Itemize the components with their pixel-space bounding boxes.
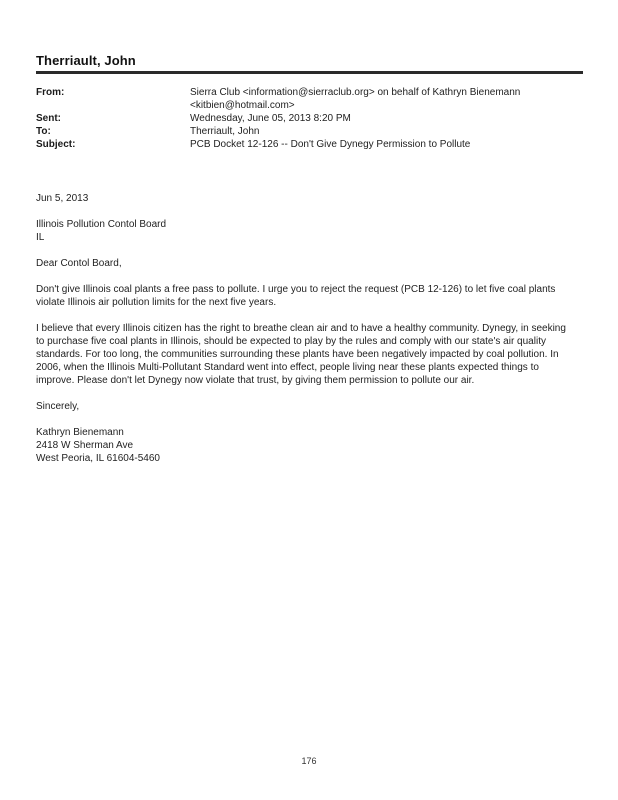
paragraph-line: improve. Please don't let Dynegy now violate that trust, by giving them permission to pollute our air.	[36, 375, 475, 386]
sent-label: Sent:	[36, 113, 61, 124]
signature-address-line: West Peoria, IL 61604-5460	[36, 453, 160, 464]
paragraph-line: 2006, when the Illinois Multi-Pollutant Standard went into effect, people living near these plants expected things to	[36, 362, 539, 373]
signature-address-line: 2418 W Sherman Ave	[36, 440, 134, 451]
subject-label: Subject:	[36, 139, 76, 150]
page-number: 176	[301, 756, 317, 766]
email-body	[36, 192, 581, 478]
salutation: Dear Contol Board,	[36, 258, 122, 269]
subject-row	[36, 138, 583, 151]
closing: Sincerely,	[36, 401, 80, 412]
subject-value: PCB Docket 12-126 -- Don't Give Dynegy Permission to Pollute	[190, 139, 471, 150]
from-value-line: <kitbien@hotmail.com>	[190, 100, 295, 111]
email-header	[36, 86, 583, 151]
from-value-line: Sierra Club <information@sierraclub.org> on behalf of Kathryn Bienemann	[190, 87, 521, 98]
body-paragraph-1	[36, 283, 581, 309]
recipient-block	[36, 218, 581, 244]
recipient-line: IL	[36, 232, 45, 243]
to-row	[36, 125, 583, 138]
from-label: From:	[36, 87, 65, 98]
paragraph-line: I believe that every Illinois citizen has the right to breathe clean air and to have a healthy community. Dynegy, in seeking	[36, 323, 566, 334]
sent-row	[36, 112, 583, 125]
from-row	[36, 86, 583, 112]
to-label: To:	[36, 126, 51, 137]
signature-name: Kathryn Bienemann	[36, 427, 124, 438]
recipient-line: Illinois Pollution Contol Board	[36, 219, 167, 230]
mailbox-owner-name: Therriault, John	[36, 53, 136, 68]
letter-date: Jun 5, 2013	[36, 193, 89, 204]
paragraph-line: to purchase five coal plants in Illinois, should be expected to play by the rules and comply with our state's air quality	[36, 336, 546, 347]
sent-value: Wednesday, June 05, 2013 8:20 PM	[190, 113, 351, 124]
from-value	[190, 86, 583, 112]
header-divider	[36, 71, 583, 74]
paragraph-line: Don't give Illinois coal plants a free pass to pollute. I urge you to reject the request (PCB 12-126) to let five coal plants	[36, 284, 556, 295]
paragraph-line: violate Illinois air pollution limits for the next five years.	[36, 297, 277, 308]
paragraph-line: standards. For too long, the communities surrounding these plants have been negatively impacted by coal pollution. In	[36, 349, 559, 360]
signature-block	[36, 426, 581, 465]
body-paragraph-2	[36, 322, 581, 387]
to-value: Therriault, John	[190, 126, 260, 137]
